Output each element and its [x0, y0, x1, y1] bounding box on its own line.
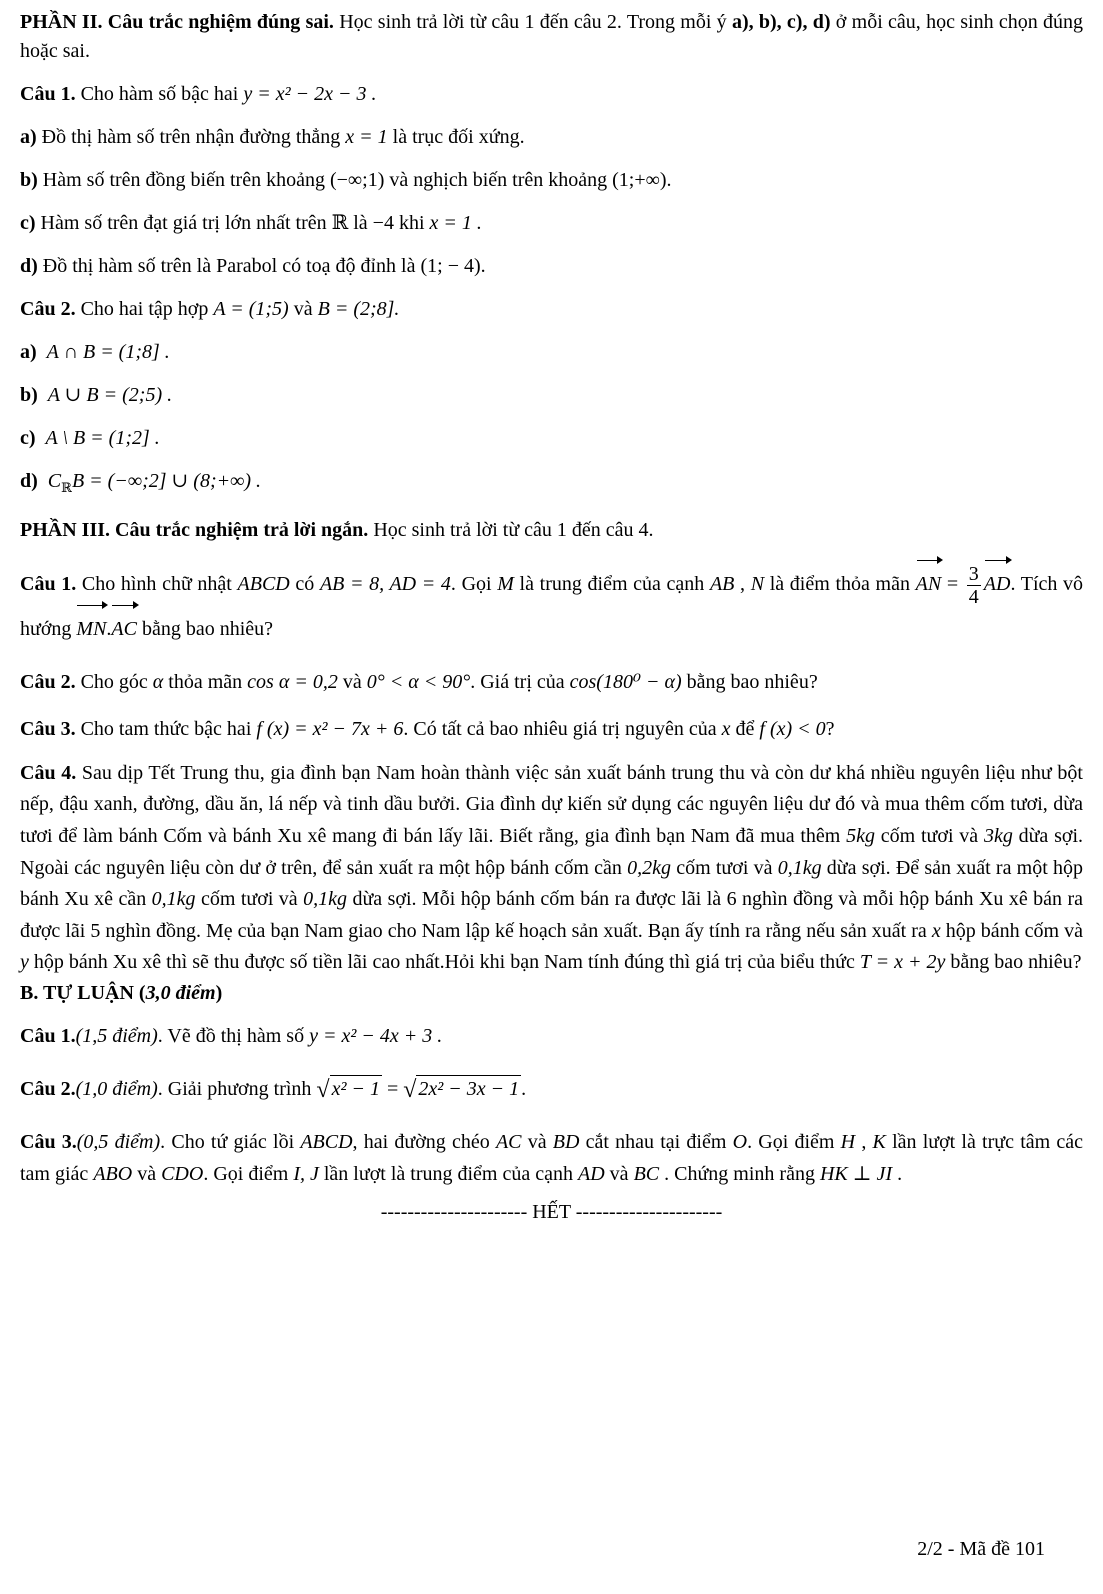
part2-heading: PHẦN II. Câu trắc nghiệm đúng sai. — [20, 11, 334, 33]
part2-intro: PHẦN II. Câu trắc nghiệm đúng sai. Học sinh trả lời từ câu 1 đến câu 2. Trong mỗi ý a), b), c), d) ở mỗi câu, học sinh chọn đúng hoặc sai. — [20, 11, 1083, 62]
p2-q2-option-a: a) A ∩ B = (1;8] . — [20, 341, 170, 363]
partB-q3: Câu 3.(0,5 điểm). Cho tứ giác lồi ABCD, hai đường chéo AC và BD cắt nhau tại điểm O. Gọi điểm H , K lần lượt là trực tâm các tam giác ABO và CDO. Gọi điểm I, J lần lượt là trung điểm của cạnh AD và BC . Chứng minh rằng HK ⊥ JI . — [20, 1130, 1084, 1185]
end-marker: ---------------------- HẾT ---------------------- — [380, 1200, 723, 1223]
vector-an: AN — [916, 563, 942, 605]
p2-q2-option-c: c) A \ B = (1;2] . — [20, 427, 160, 449]
vector-mn: MN — [76, 608, 106, 650]
p3-q1: Câu 1. Cho hình chữ nhật ABCD có AB = 8, AD = 4. Gọi M là trung điểm của cạnh AB , N là điểm thỏa mãn AN = $\frac{3}{4}$ AD. Tích vô hướng MN.AC bằng bao nhiêu? — [20, 563, 1083, 650]
sqrt-left: √ x² − 1 — [316, 1077, 380, 1103]
part3-intro: PHẦN III. Câu trắc nghiệm trả lời ngắn. Học sinh trả lời từ câu 1 đến câu 4. — [20, 518, 654, 541]
fraction: $\frac{3}{4}$ — [968, 562, 979, 608]
p3-q2: Câu 2. Cho góc α thỏa mãn cos α = 0,2 và 0° < α < 90°. Giá trị của cos(180⁰ − α) bằng bao nhiêu? — [20, 670, 818, 693]
partB-q1: Câu 1.(1,5 điểm). Vẽ đồ thị hàm số y = x² − 4x + 3 . — [20, 1025, 443, 1047]
partB-heading: B. TỰ LUẬN (3,0 điểm) — [20, 982, 223, 1004]
page-footer: 2/2 - Mã đề 101 — [917, 1538, 1045, 1560]
sqrt-right: √ 2x² − 3x − 1 — [403, 1077, 520, 1103]
vector-ac: AC — [111, 608, 137, 650]
p2-q1-option-d: d) Đồ thị hàm số trên là Parabol có toạ độ đỉnh là (1; − 4). — [20, 255, 486, 277]
p2-q1-option-b: b) Hàm số trên đồng biến trên khoảng (−∞;1) và nghịch biến trên khoảng (1;+∞). — [20, 169, 672, 191]
p3-q4: Câu 4. Sau dịp Tết Trung thu, gia đình bạn Nam hoàn thành việc sản xuất bánh trung thu và còn dư khá nhiều nguyên liệu như bột nếp, đậu xanh, đường, dầu ăn, lá nếp và tinh dầu bưởi. Gia đình dự kiến sử dụng các nguyên liệu dư đó và mua thêm cốm tươi, dừa tươi để làm bánh Cốm và bánh Xu xê mang đi bán lấy lãi. Biết rằng, gia đình bạn Nam đã mua thêm 5kg cốm tươi và 3kg dừa sợi. Ngoài các nguyên liệu còn dư ở trên, để sản xuất ra một hộp bánh cốm cần 0,2kg cốm tươi và 0,1kg dừa sợi. Để sản xuất ra một hộp bánh Xu xê cần 0,1kg cốm tươi và 0,1kg dừa sợi. Mỗi hộp bánh cốm bán ra được lãi là 6 nghìn đồng và mỗi hộp bánh Xu xê bán ra được lãi 5 nghìn đồng. Mẹ của bạn Nam giao cho Nam lập kế hoạch sản xuất. Bạn ấy tính ra rằng nếu sản xuất ra x hộp bánh cốm và y hộp bánh Xu xê thì sẽ thu được số tiền lãi cao nhất.Hỏi khi bạn Nam tính đúng thì giá trị của biểu thức T = x + 2y bằng bao nhiêu? — [20, 761, 1084, 974]
p2-q1-option-c: c) Hàm số trên đạt giá trị lớn nhất trên ℝ là −4 khi x = 1 . — [20, 212, 482, 234]
p2-q2-option-d: d) $C_ℝB$ = (−∞;2] ∪ (8;+∞) . — [20, 470, 262, 495]
p2-q2-option-b: b) A ∪ B = (2;5) . — [20, 384, 173, 406]
p2-q1-stem: Câu 1. Cho hàm số bậc hai y = x² − 2x − 3 . — [20, 83, 377, 105]
vector-ad: AD — [984, 563, 1011, 605]
p3-q3: Câu 3. Cho tam thức bậc hai f (x) = x² − 7x + 6. Có tất cả bao nhiêu giá trị nguyên của x để f (x) < 0? — [20, 717, 835, 740]
p2-q1-option-a: a) Đồ thị hàm số trên nhận đường thẳng x = 1 là trục đối xứng. — [20, 126, 525, 148]
exam-page — [20, 8, 1083, 1227]
part3-heading: PHẦN III. Câu trắc nghiệm trả lời ngắn. — [20, 518, 369, 541]
p2-q2-stem: Câu 2. Cho hai tập hợp A = (1;5) và B = (2;8]. — [20, 298, 400, 320]
partB-q2: Câu 2.(1,0 điểm). Giải phương trình √ x² − 1 = √ 2x² − 3x − 1 . — [20, 1073, 1083, 1108]
